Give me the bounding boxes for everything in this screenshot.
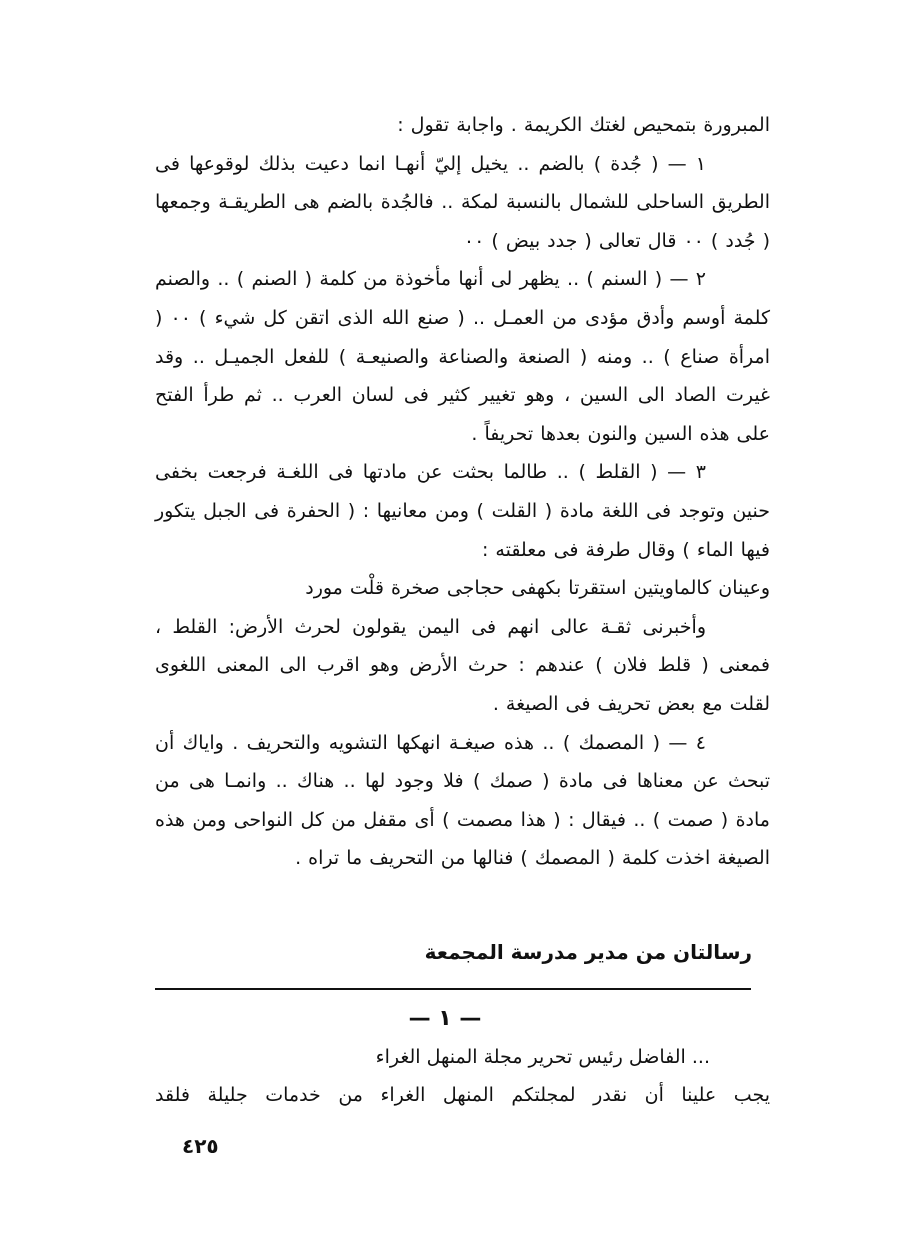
page-number: ٤٢٥	[182, 1134, 219, 1158]
section-title: رسالتان من مدير مدرسة المجمعة	[424, 940, 752, 964]
body-paragraph: ٤ — ( المصمك ) .. هذه صيغـة انهكها التشويه والتحريف . واياك أن تبحث عن معناها فى مادة ( صمك ) فلا وجود لها .. هناك .. وانمـا هى من مادة ( صمت ) .. فيقال : ( هذا مصمت ) أى مقفل من كل النواحى ومن هذه الصيغة اخذت كلمة ( المصمك ) فنالها من التحريف ما تراه .	[155, 731, 770, 870]
letter-number: — ١ —	[408, 1006, 482, 1031]
body-text	[155, 106, 770, 878]
body-paragraph: ٣ — ( القلط ) .. طالما بحثت عن مادتها فى اللغـة فرجعت بخفى حنين وتوجد فى اللغة مادة ( القلت ) ومن معانيها : ( الحفرة فى الجبل يتكور فيها الماء ) وقال طرفة فى معلقته :	[155, 461, 770, 561]
letter-addressee: ... الفاضل رئيس تحرير مجلة المنهل الغراء	[375, 1046, 710, 1068]
body-paragraph: ٢ — ( السنم ) .. يظهر لى أنها مأخوذة من كلمة ( الصنم ) .. والصنم كلمة أوسم وأدق مؤدى من العمـل .. ( صنع الله الذى اتقن كل شيء ) ٠٠ ( امرأة صناع ) .. ومنه ( الصنعة والصناعة والصنيعـة ) للفعل الجميـل .. وقد غيرت الصاد الى السين ، وهو تغيير كثير فى لسان العرب .. ثم طرأ الفتح على هذه السين والنون بعدها تحريفاً .	[155, 268, 771, 445]
section-title-underline	[155, 988, 751, 990]
body-paragraph: ١ — ( جُدة ) بالضم .. يخيل إليّ أنهـا انما دعيت بذلك لوقوعها فى الطريق الساحلى للشمال بالنسبة لمكة .. فالجُدة بالضم هى الطريقـة وجمعها ( جُدد ) ٠٠ قال تعالى ( جدد بيض ) ٠٠	[155, 152, 770, 252]
verse-line: وعينان كالماويتين استقرتا بكهفى حجاجى صخرة قلْت مورد	[305, 577, 770, 600]
letter-opening-line: يجب علينا أن نقدر لمجلتكم المنهل الغراء من خدمات جليلة فلقد	[155, 1084, 770, 1106]
body-paragraph: المبرورة بتمحيص لغتك الكريمة . واجابة تقول :	[397, 114, 770, 136]
body-paragraph: وأخبرنى ثقـة عالى انهم فى اليمن يقولون لحرث الأرض: القلط ، فمعنى ( قلط فلان ) عندهم : حرث الأرض وهو اقرب الى المعنى اللغوى لقلت مع بعض تحريف فى الصيغة .	[155, 615, 770, 715]
